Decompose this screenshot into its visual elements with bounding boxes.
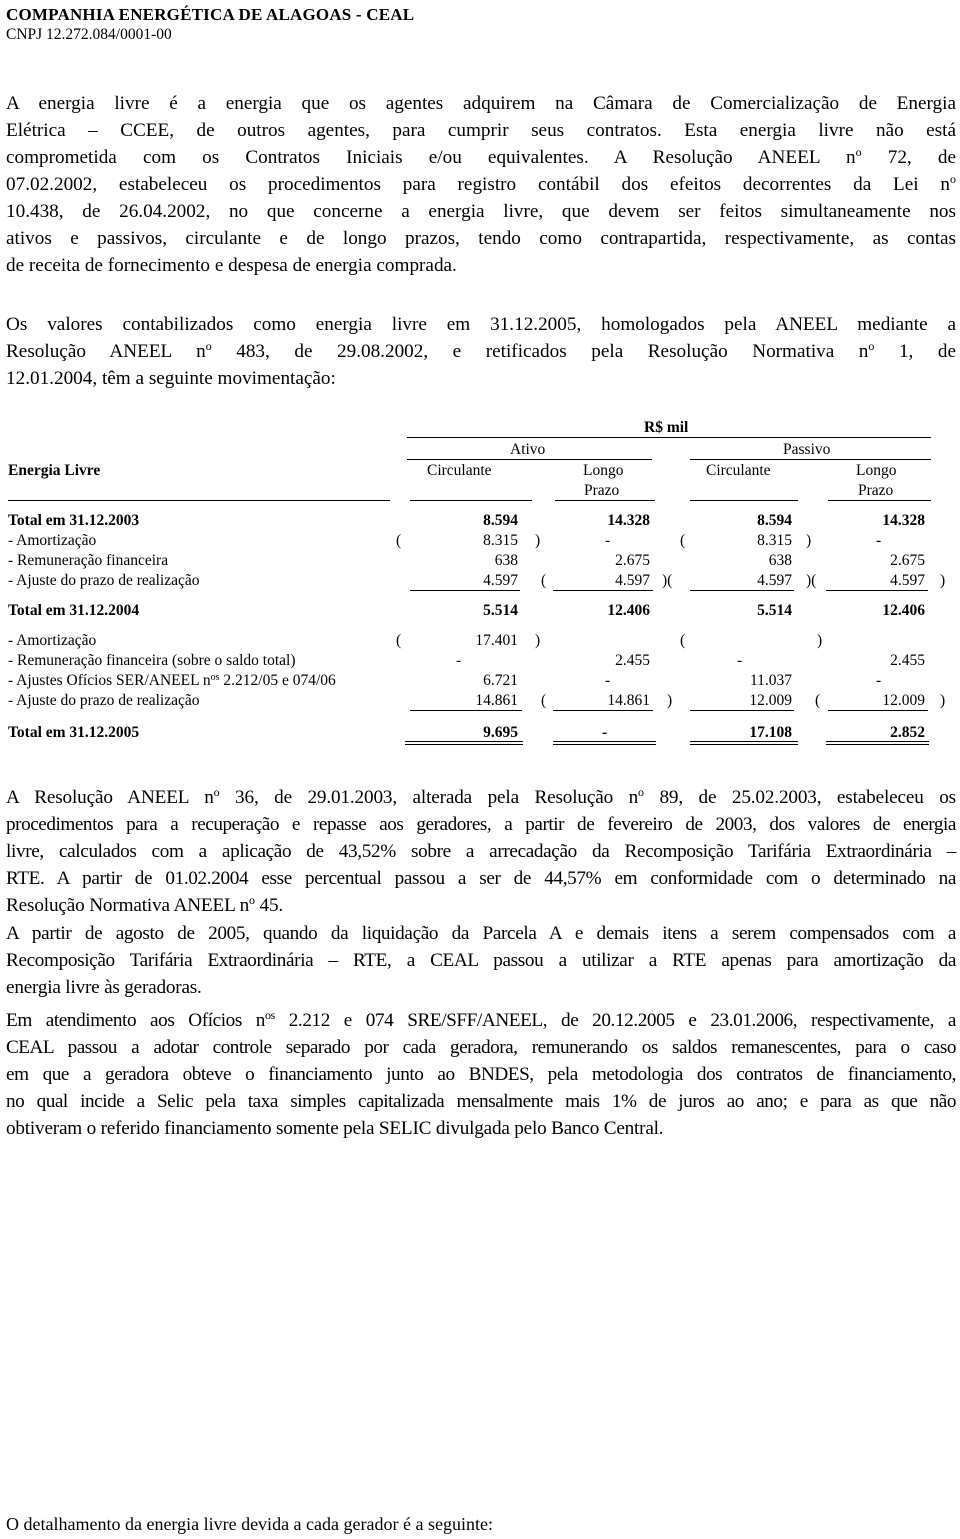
cell-passivo-circulante: 17.108	[749, 724, 792, 741]
text-line: Os valores contabilizados como energia livre em 31.12.2005, homologados pela ANEEL mediante a	[6, 314, 956, 335]
cell-passivo-circulante: 8.594	[757, 512, 792, 529]
cell-passivo-longo: 2.852	[890, 724, 925, 741]
col-ativo-circulante: Circulante	[427, 462, 492, 479]
row-label: - Remuneração financeira	[8, 552, 169, 569]
paren: )	[940, 572, 946, 589]
row-label: Total em 31.12.2005	[8, 724, 140, 741]
paren: )(	[662, 572, 673, 589]
text-line: Resolução ANEEL $n^o$ 483, de 29.08.2002, e retificados pela Resolução Normativa $n^o$ 1, de	[6, 339, 956, 362]
text-line: 10.438, de 26.04.2002, no que concerne a energia livre, que devem ser feitos simultaneamente nos	[6, 201, 956, 222]
paren: )	[817, 632, 823, 649]
text-line: no qual incide a Selic pela taxa simples capitalizada mensalmente mais 1% de juros ao ano; e para as que não	[6, 1091, 956, 1112]
text-line: livre, calculados com a aplicação de 43,52% sobre a arrecadação da Recomposição Tarifária Extraordinária –	[6, 841, 956, 862]
paren: )	[535, 532, 541, 549]
col-passivo-circulante: Circulante	[706, 462, 771, 479]
text-line: ativos e passivos, circulante e de longo prazos, tendo como contrapartida, respectivamente, as contas	[6, 228, 956, 249]
subtotal-rule	[826, 590, 928, 591]
cell-passivo-circulante: 4.597	[757, 572, 792, 589]
cell-ativo-longo: -	[605, 672, 611, 689]
text-line: comprometida com os Contratos Iniciais e/ou equivalentes. A Resolução ANEEL $n^o$ 72, de	[6, 145, 956, 168]
total-double-rule	[553, 741, 656, 745]
col-ativo-prazo: Prazo	[584, 482, 620, 499]
paren: (	[815, 692, 821, 709]
text-line: A energia livre é a energia que os agentes adquirem na Câmara de Comercialização de Energia	[6, 93, 956, 114]
row-label: - Amortização	[8, 632, 97, 649]
cell-passivo-circulante: 12.009	[749, 692, 792, 709]
text-line: obtiveram o referido financiamento somente pela SELIC divulgada pelo Banco Central.	[6, 1118, 664, 1139]
cell-passivo-longo: -	[876, 532, 882, 549]
cell-ativo-circulante: 9.695	[483, 724, 518, 741]
subtotal-rule	[410, 710, 522, 711]
header-underline	[828, 500, 931, 501]
text-line: 12.01.2004, têm a seguinte movimentação:	[6, 368, 336, 389]
cell-ativo-circulante: 8.594	[483, 512, 518, 529]
row-label: - Ajuste do prazo de realização	[8, 572, 200, 589]
paren: )	[667, 692, 673, 709]
cell-passivo-circulante: -	[737, 652, 743, 669]
subtotal-rule	[690, 710, 794, 711]
subtotal-rule	[410, 590, 520, 591]
paren: (	[541, 692, 547, 709]
col-ativo-longo: Longo	[583, 462, 624, 479]
header-rule	[407, 437, 931, 438]
paragraph-energia-livre	[6, 90, 956, 279]
cell-passivo-circulante: 11.037	[749, 672, 792, 689]
cell-ativo-circulante: 638	[494, 552, 518, 569]
cell-passivo-longo: 12.406	[882, 602, 925, 619]
cell-passivo-circulante: 638	[768, 552, 792, 569]
paren: )	[806, 532, 812, 549]
cell-ativo-circulante: 8.315	[483, 532, 518, 549]
cell-ativo-circulante: 5.514	[483, 602, 518, 619]
cell-ativo-longo: 14.861	[607, 692, 650, 709]
row-label: - Remuneração financeira (sobre o saldo total)	[8, 652, 296, 669]
header-underline	[555, 500, 655, 501]
paren: (	[396, 632, 402, 649]
paren: )	[940, 692, 946, 709]
paren: (	[680, 632, 686, 649]
col-passivo-prazo: Prazo	[858, 482, 894, 499]
col-group-ativo: Ativo	[510, 441, 546, 458]
cell-passivo-circulante: 8.315	[757, 532, 792, 549]
text-line: 07.02.2002, estabeleceu os procedimentos para registro contábil dos efeitos decorrentes da Lei $n^o$	[6, 172, 956, 195]
text-line: de receita de fornecimento e despesa de energia comprada.	[6, 255, 457, 276]
subtotal-rule	[553, 710, 653, 711]
header-underline	[8, 500, 390, 501]
ativo-rule	[407, 459, 652, 460]
text-line: A partir de agosto de 2005, quando da liquidação da Parcela A e demais itens a serem compensados com a	[6, 923, 956, 944]
col-passivo-longo: Longo	[856, 462, 897, 479]
cell-ativo-circulante: 14.861	[475, 692, 518, 709]
passivo-rule	[690, 459, 931, 460]
cell-passivo-longo: 2.675	[890, 552, 925, 569]
total-double-rule	[690, 741, 798, 745]
cell-ativo-longo: -	[602, 724, 608, 741]
subtotal-rule	[690, 590, 794, 591]
cell-passivo-longo: 12.009	[882, 692, 925, 709]
row-label: Total em 31.12.2004	[8, 602, 140, 619]
paren: )(	[806, 572, 817, 589]
paragraph-valores-contabilizados	[6, 311, 956, 392]
total-double-rule	[405, 741, 523, 745]
cell-passivo-longo: 4.597	[890, 572, 925, 589]
cell-passivo-longo: 2.455	[890, 652, 925, 669]
text-line: A Resolução ANEEL $n^o$ 36, de 29.01.2003, alterada pela Resolução $n^o$ 89, de 25.02.2003, estabeleceu os	[6, 785, 956, 808]
text-line: em que a geradora obteve o financiamento junto ao BNDES, pela metodologia dos contratos de financiamento,	[6, 1064, 956, 1085]
row-label: - Amortização	[8, 532, 97, 549]
cell-ativo-circulante: 6.721	[483, 672, 518, 689]
paragraph-oficios	[6, 1007, 956, 1142]
text-line: Elétrica – CCEE, de outros agentes, para cumprir seus contratos. Esta energia livre não está	[6, 120, 956, 141]
text-line: Resolução Normativa ANEEL $n^o$ 45.	[6, 893, 284, 916]
col-energia-livre: Energia Livre	[8, 462, 101, 479]
cell-ativo-longo: 4.597	[615, 572, 650, 589]
company-name: COMPANHIA ENERGÉTICA DE ALAGOAS - CEAL	[6, 5, 415, 24]
paren: (	[680, 532, 686, 549]
paragraph-agosto-2005	[6, 920, 956, 1001]
cell-passivo-longo: -	[876, 672, 882, 689]
cell-ativo-longo: 2.455	[615, 652, 650, 669]
total-double-rule	[826, 741, 929, 745]
subtotal-rule	[553, 590, 653, 591]
text-line: energia livre às geradoras.	[6, 977, 202, 998]
cell-passivo-circulante: 5.514	[757, 602, 792, 619]
paragraph-resolucao-36	[6, 784, 956, 919]
paren: (	[541, 572, 547, 589]
header-underline	[690, 500, 798, 501]
text-line: CEAL passou a adotar controle separado por cada geradora, remunerando os saldos remanescentes, para o caso	[6, 1037, 956, 1058]
header-underline	[410, 500, 532, 501]
cell-ativo-circulante: -	[456, 652, 462, 669]
document-header	[6, 4, 414, 45]
footer-sentence: O detalhamento da energia livre devida a cada gerador é a seguinte:	[6, 1514, 493, 1534]
unit-label: R$ mil	[644, 419, 689, 436]
col-group-passivo: Passivo	[783, 441, 831, 458]
row-label: Total em 31.12.2003	[8, 512, 140, 529]
cell-ativo-longo: -	[605, 532, 611, 549]
cell-ativo-longo: 2.675	[615, 552, 650, 569]
cell-ativo-longo: 12.406	[607, 602, 650, 619]
row-label: - Ajustes Ofícios SER/ANEEL $n^{os}$ 2.212/05 e 074/06	[8, 672, 336, 689]
text-line: RTE. A partir de 01.02.2004 esse percentual passou a ser de 44,57% em conformidade com o determinado na	[6, 868, 956, 889]
row-label: - Ajuste do prazo de realização	[8, 692, 200, 709]
text-line: procedimentos para a recuperação e repasse aos geradores, a partir de fevereiro de 2003, dos valores de energia	[6, 814, 956, 835]
text-line: Em atendimento aos Ofícios $n^{os}$ 2.212 e 074 SRE/SFF/ANEEL, de 20.12.2005 e 23.01.2006, respectivamente, a	[6, 1008, 956, 1031]
paren: (	[396, 532, 402, 549]
cell-ativo-circulante: 4.597	[483, 572, 518, 589]
cell-ativo-circulante: 17.401	[475, 632, 518, 649]
company-cnpj: CNPJ 12.272.084/0001-00	[6, 26, 172, 43]
cell-passivo-longo: 14.328	[882, 512, 925, 529]
subtotal-rule	[828, 710, 928, 711]
text-line: Recomposição Tarifária Extraordinária – RTE, a CEAL passou a utilizar a RTE apenas para amortização da	[6, 950, 956, 971]
paren: )	[535, 632, 541, 649]
cell-ativo-longo: 14.328	[607, 512, 650, 529]
